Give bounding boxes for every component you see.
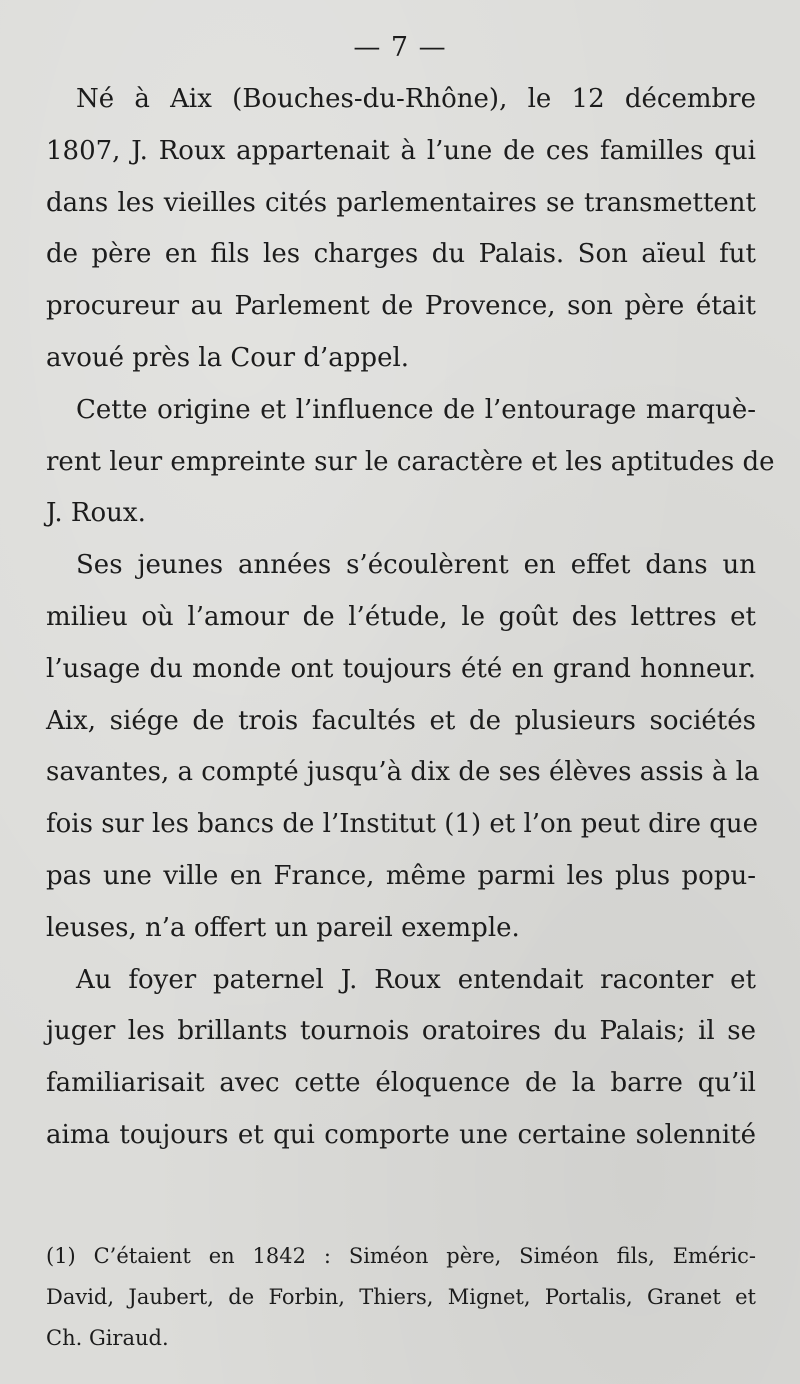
text-line: leuses, n’a offert un pareil exemple. <box>46 912 520 943</box>
text-line: familiarisait avec cette éloquence de la barre qu’il <box>46 1068 756 1099</box>
footnote-line: (1) C’étaient en 1842 : Siméon père, Siméon fils, Eméric- <box>46 1244 756 1268</box>
text-line: J. Roux. <box>46 498 146 529</box>
text-line: l’usage du monde ont toujours été en grand honneur. <box>46 653 756 684</box>
text-line: Aix, siége de trois facultés et de plusieurs sociétés <box>46 705 756 736</box>
text-line: 1807, J. Roux appartenait à l’une de ces familles qui <box>46 135 756 166</box>
text-line: Cette origine et l’influence de l’entourage marquè- <box>76 394 756 425</box>
footnote <box>46 1236 756 1359</box>
text-line: fois sur les bancs de l’Institut (1) et l’on peut dire que <box>46 809 758 840</box>
paragraph-1 <box>46 74 756 385</box>
text-line: rent leur empreinte sur le caractère et les aptitudes de <box>46 446 775 477</box>
paragraph-2 <box>46 385 775 540</box>
text-line: procureur au Parlement de Provence, son père était <box>46 291 756 322</box>
text-line: avoué près la Cour d’appel. <box>46 342 410 373</box>
footnote-line: David, Jaubert, de Forbin, Thiers, Mignet, Portalis, Granet et <box>46 1285 756 1309</box>
text-line: dans les vieilles cités parlementaires se transmettent <box>46 187 756 218</box>
paragraph-4 <box>46 955 756 1162</box>
text-line: Ses jeunes années s’écoulèrent en effet dans un <box>76 550 756 581</box>
text-line: juger les brillants tournois oratoires du Palais; il se <box>46 1016 756 1047</box>
paragraph-3 <box>46 540 760 954</box>
page-number: — 7 — <box>353 32 447 63</box>
footnote-line: Ch. Giraud. <box>46 1326 169 1350</box>
text-line: milieu où l’amour de l’étude, le goût des lettres et <box>46 601 756 632</box>
text-line: savantes, a compté jusqu’à dix de ses élèves assis à la <box>46 757 760 788</box>
body-text <box>46 74 775 1162</box>
text-line: aima toujours et qui comporte une certaine solennité <box>46 1119 756 1150</box>
text-line: de père en fils les charges du Palais. Son aïeul fut <box>46 239 756 270</box>
text-line: Né à Aix (Bouches-du-Rhône), le 12 décembre <box>76 84 756 114</box>
text-line: Au foyer paternel J. Roux entendait raconter et <box>76 964 756 995</box>
text-line: pas une ville en France, même parmi les plus popu- <box>46 860 756 891</box>
